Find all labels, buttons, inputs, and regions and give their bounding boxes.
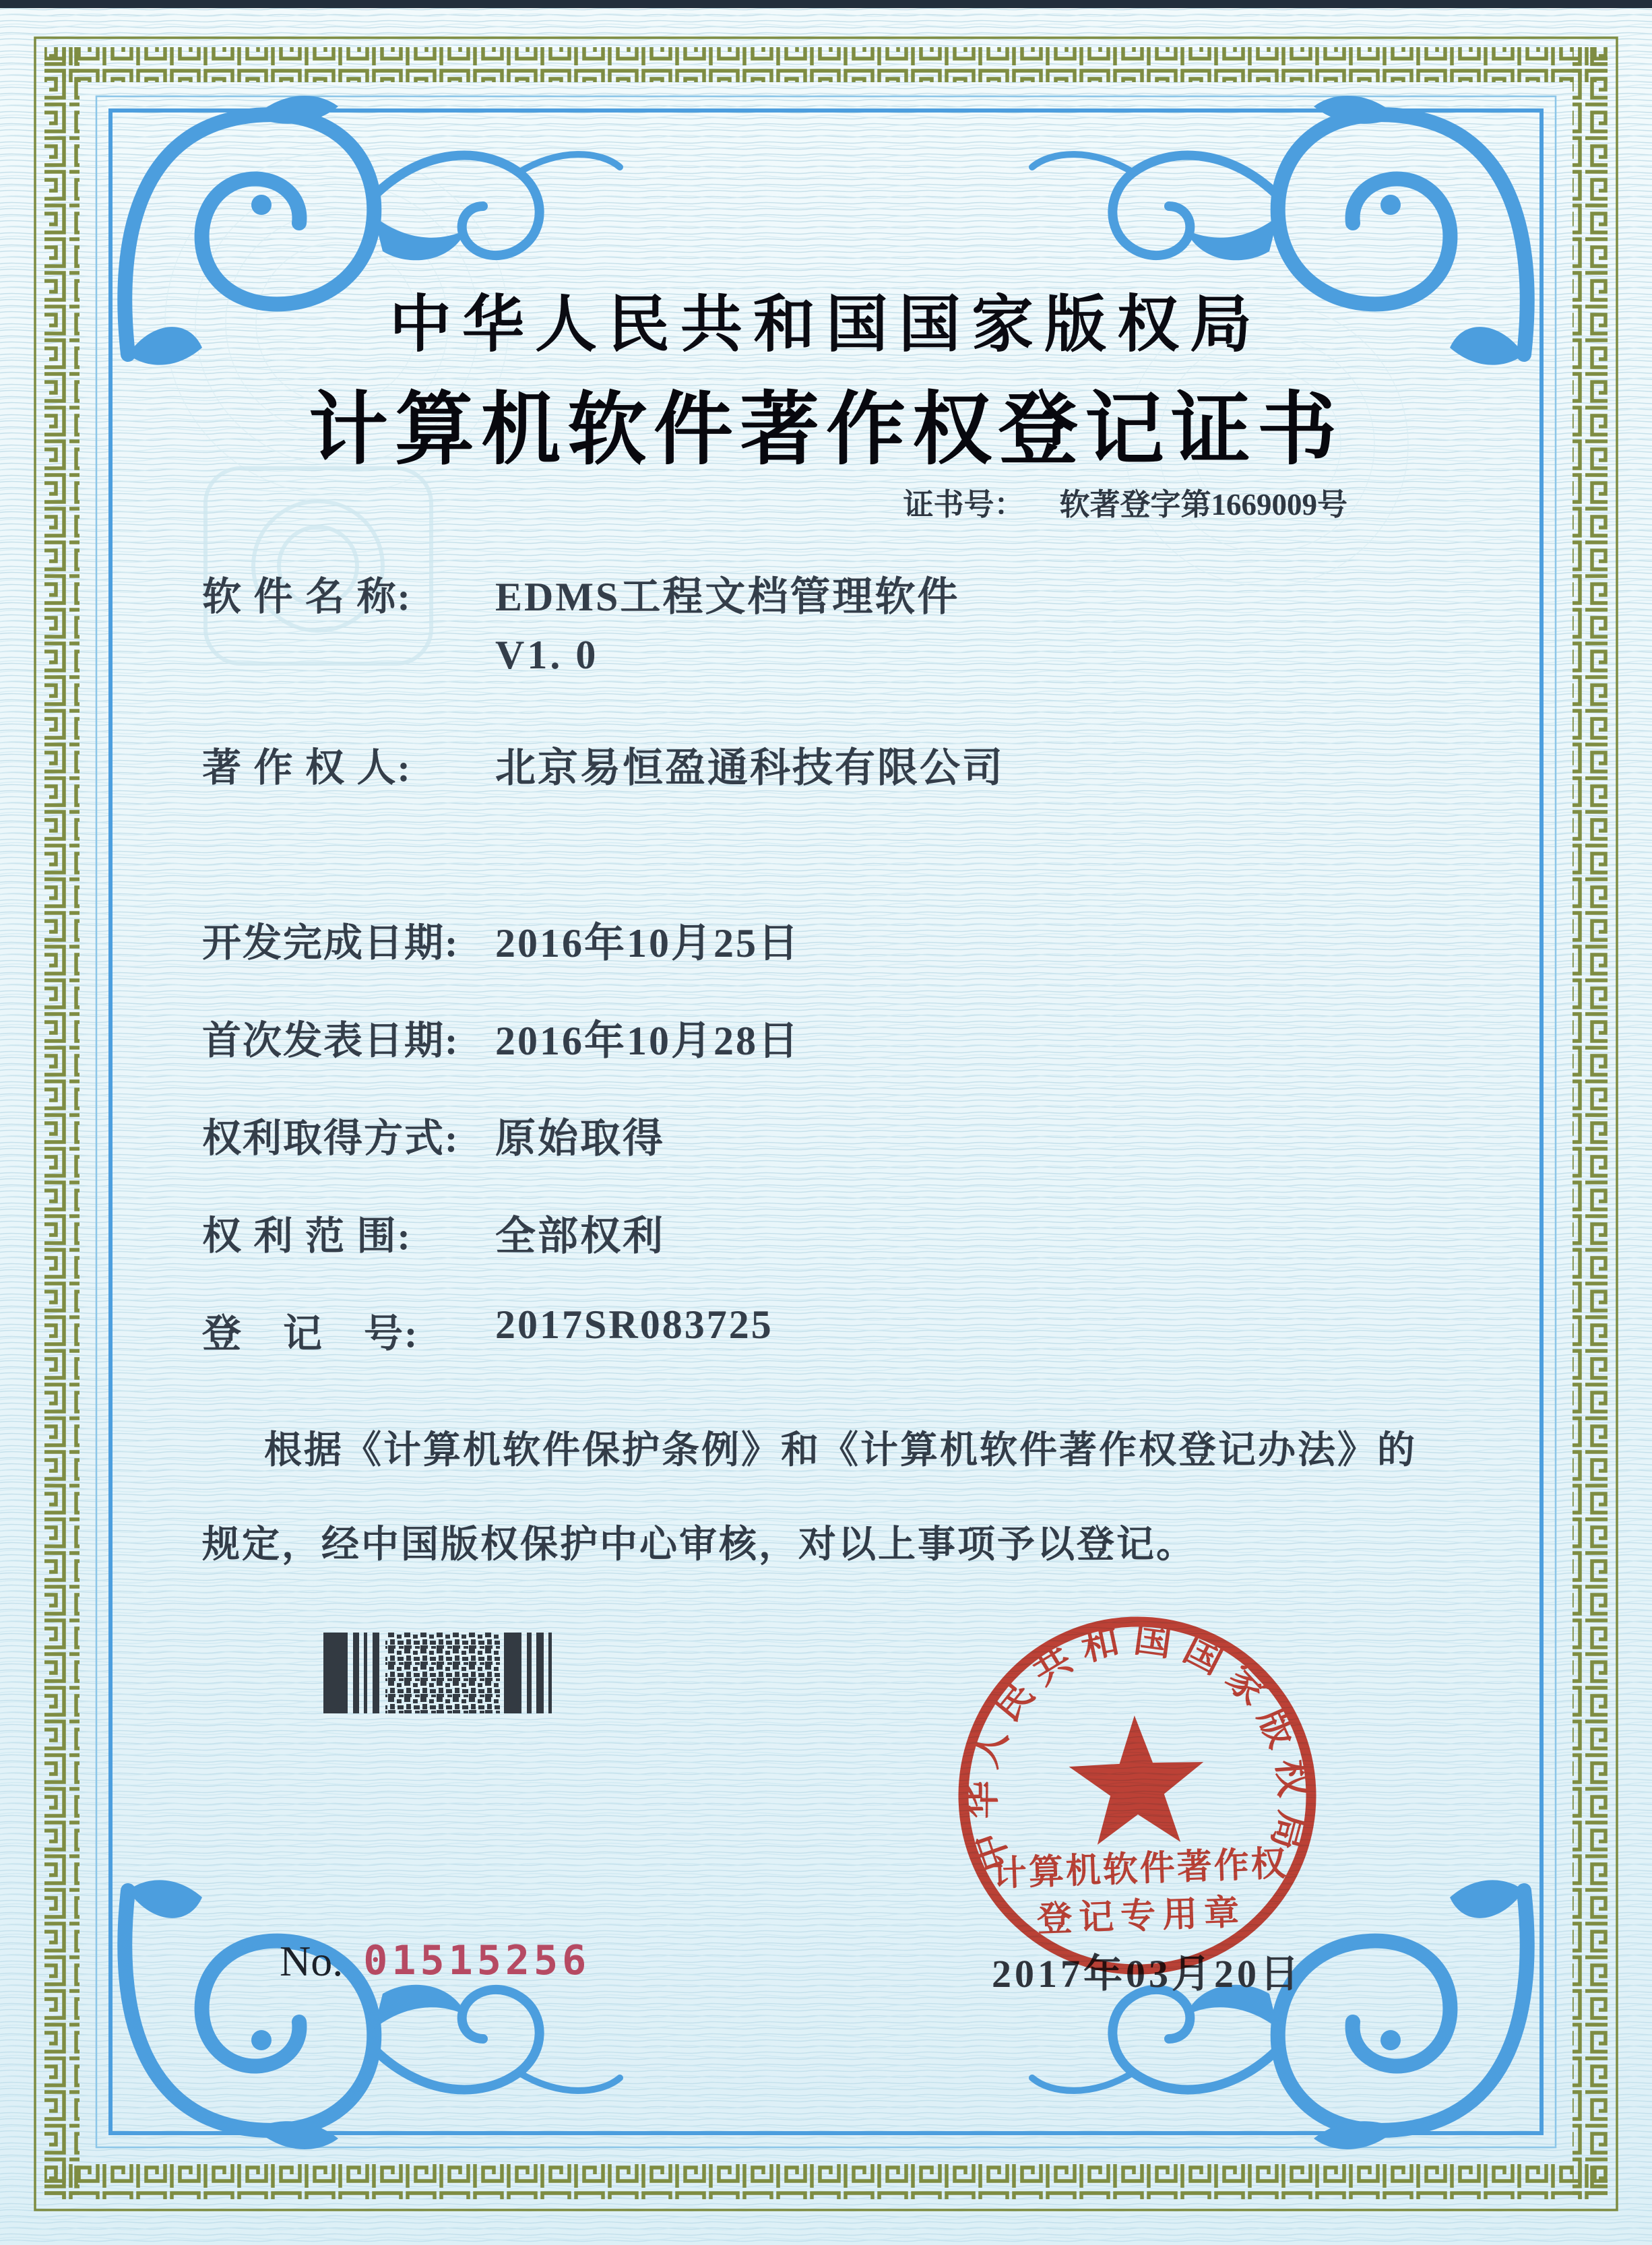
seal-ring-text: 中华人民共和国国家版权局 (961, 1618, 1314, 1876)
field-value: 2016年10月28日 (495, 1019, 800, 1063)
seal-line-1: 计算机软件著作权 (990, 1845, 1289, 1894)
certificate-number-line (903, 480, 1347, 524)
serial-number: 01515256 (363, 1937, 591, 1984)
field-label: 权利取得方式: (202, 1116, 459, 1160)
field-first-publish-date (202, 1009, 1536, 1065)
field-value: 2017SR083725 (495, 1302, 773, 1347)
field-label: 权 利 范 围: (202, 1214, 412, 1258)
official-seal (942, 1600, 1332, 1990)
field-value: 原始取得 (495, 1116, 665, 1161)
field-copyright-owner (202, 736, 1536, 792)
field-value: 北京易恒盈通科技有限公司 (495, 746, 1005, 790)
serial-number-line (280, 1936, 591, 1986)
field-registration-number (202, 1302, 1536, 1358)
field-label: 软 件 名 称: (202, 575, 412, 619)
serial-label: No. (280, 1937, 344, 1985)
barcode-icon (323, 1633, 559, 1713)
field-rights-scope (202, 1204, 1536, 1261)
seal-date: 2017年03月20日 (992, 1952, 1303, 1996)
scan-edge-artifact (0, 0, 1652, 8)
star-icon (1067, 1713, 1206, 1846)
field-value: 全部权利 (495, 1214, 665, 1259)
field-dev-complete-date (202, 911, 1536, 968)
field-value: EDMS工程文档管理软件 (495, 575, 960, 619)
statement-line-2: 规定，经中国版权保护中心审核，对以上事项予以登记。 (202, 1524, 1196, 1566)
issuing-authority: 中华人民共和国国家版权局 (389, 290, 1263, 359)
certificate-title: 计算机软件著作权登记证书 (308, 386, 1343, 474)
field-label: 登 记 号: (202, 1312, 419, 1356)
software-version: V1. 0 (495, 633, 599, 677)
field-label: 开发完成日期: (202, 921, 459, 965)
field-label: 著 作 权 人: (202, 746, 412, 790)
statement-line-1: 根据《计算机软件保护条例》和《计算机软件著作权登记办法》的 (264, 1430, 1417, 1472)
certificate-number-value: 软著登字第1669009号 (1059, 488, 1347, 521)
seal-line-2: 登记专用章 (1036, 1893, 1247, 1940)
certificate-number-label: 证书号： (903, 488, 1025, 521)
field-software-name (202, 565, 1536, 621)
field-value: 2016年10月25日 (495, 921, 800, 966)
field-label: 首次发表日期: (202, 1019, 459, 1063)
field-rights-acquisition (202, 1106, 1536, 1163)
